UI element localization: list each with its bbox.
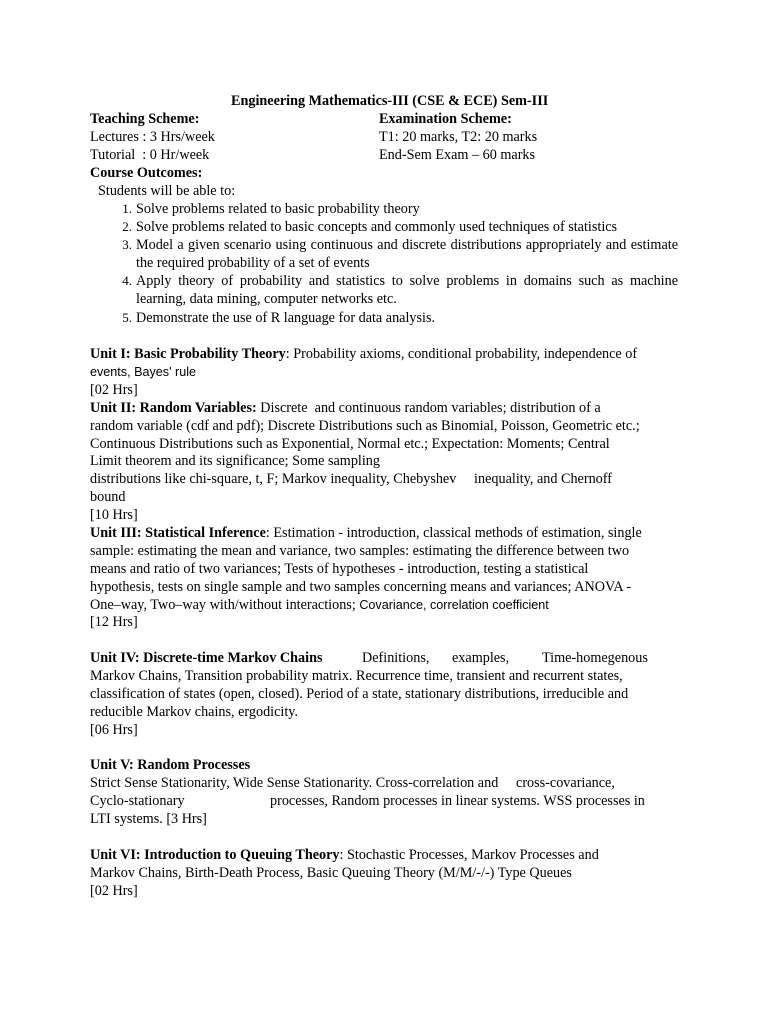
unit-6-text: : Stochastic Processes, Markov Processes and [339,847,599,863]
unit-3-text-line: hypothesis, tests on single sample and two samples concerning means and variances; ANOVA - [90,579,632,595]
unit-4-text-line: Markov Chains, Transition probability matrix. Recurrence time, transient and recurrent states, [90,668,623,684]
examination-scheme-heading: Examination Scheme: [379,111,512,127]
unit-2-line [90,399,601,417]
unit-3-text-line [90,596,549,614]
lectures-hours: Lectures : 3 Hrs/week [90,129,215,145]
outcome-number: 4. [122,273,132,288]
unit-2-text-line: random variable (cdf and pdf); Discrete Distributions such as Binomial, Poisson, Geometric etc.; [90,418,640,434]
tutorial-hours: Tutorial : 0 Hr/week [90,147,210,163]
unit-2-text: Discrete and continuous random variables; distribution of a [256,400,601,416]
unit-3-anova-text: One–way, Two–way with/without interactions; [90,597,360,613]
unit-3-text-line: means and ratio of two variances; Tests of hypotheses - introduction, testing a statistical [90,561,589,577]
unit-4-text-line: classification of states (open, closed). Period of a state, stationary distributions, irreducible and [90,686,629,702]
unit-2-text-line: bound [90,489,126,505]
test-marks: T1: 20 marks, T2: 20 marks [379,129,538,145]
unit-1-line [90,345,637,363]
unit-6-heading: Unit VI: Introduction to Queuing Theory [90,847,340,863]
outcome-number: 3. [122,237,132,252]
outcome-item: Demonstrate the use of R language for data analysis. [136,310,436,326]
unit-5-text-line: LTI systems. [3 Hrs] [90,811,207,827]
unit-6-text-line: Markov Chains, Birth-Death Process, Basic Queuing Theory (M/M/-/-) Type Queues [90,865,572,881]
unit-2-text-line: Continuous Distributions such as Exponential, Normal etc.; Expectation: Moments; Central [90,436,610,452]
unit-6-hours: [02 Hrs] [90,883,138,899]
course-title: Engineering Mathematics-III (CSE & ECE) Sem-III [231,93,549,109]
teaching-scheme-heading: Teaching Scheme: [90,111,200,127]
outcome-item: Model a given scenario using continuous and discrete distributions appropriately and estimate the required probability of a set of events [136,237,678,271]
unit-3-heading: Unit III: Statistical Inference [90,525,266,541]
outcome-item: Solve problems related to basic concepts and commonly used techniques of statistics [136,219,618,235]
unit-2-heading: Unit II: Random Variables: [90,400,257,416]
unit-6-line [90,846,599,864]
outcome-number: 5. [122,310,132,325]
endsem-marks: End-Sem Exam – 60 marks [379,147,536,163]
unit-4-hours: [06 Hrs] [90,722,138,738]
outcome-number: 2. [122,219,132,234]
unit-3-text: : Estimation - introduction, classical methods of estimation, single [265,525,642,541]
unit-5-heading: Unit V: Random Processes [90,757,251,773]
unit-1-text: : Probability axioms, conditional probability, independence of [285,346,638,362]
outcome-number: 1. [122,201,132,216]
unit-5-text-line: processes, Random processes in linear systems. WSS processes in [270,793,645,809]
unit-1-heading: Unit I: Basic Probability Theory [90,346,286,362]
unit-4-word: Definitions, [362,650,430,666]
unit-3-text-line: sample: estimating the mean and variance, two samples: estimating the difference between two [90,543,630,559]
unit-3-hours: [12 Hrs] [90,614,138,630]
unit-4-word: examples, [452,650,510,666]
course-outcomes-heading: Course Outcomes: [90,165,203,181]
unit-4-heading: Unit IV: Discrete-time Markov Chains [90,650,323,666]
unit-1-text-continued: events, Bayes' rule [90,365,197,379]
unit-2-hours: [10 Hrs] [90,507,138,523]
unit-2-text-line: Limit theorem and its significance; Some sampling [90,453,380,469]
unit-5-text-line: Strict Sense Stationarity, Wide Sense Stationarity. Cross-correlation and cross-covariance, [90,775,615,791]
unit-4-word: Time-homegenous [542,650,648,666]
outcomes-intro: Students will be able to: [98,183,236,199]
outcome-item: Solve problems related to basic probability theory [136,201,420,217]
unit-3-line [90,524,642,542]
unit-4-text-line: reducible Markov chains, ergodicity. [90,704,299,720]
unit-3-covariance-text: Covariance, correlation coefficient [359,598,549,612]
outcome-item: Apply theory of probability and statistics to solve problems in domains such as machine learning, data mining, computer networks etc. [136,273,678,307]
unit-2-text-line: distributions like chi-square, t, F; Markov inequality, Chebyshev inequality, and Chernoff [90,471,612,487]
unit-1-hours: [02 Hrs] [90,382,138,398]
unit-5-text-line: Cyclo-stationary [90,793,185,809]
